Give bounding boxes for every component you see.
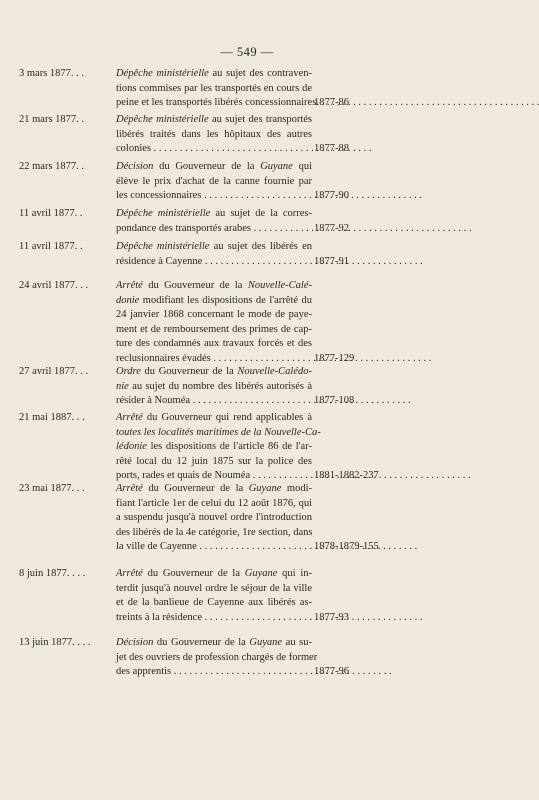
- italic-segment: Guyane: [260, 161, 293, 172]
- italic-segment: Guyane: [249, 637, 283, 648]
- entry-reference: 1877-86: [314, 97, 349, 109]
- entry-reference: 1877-90: [314, 190, 349, 202]
- entry-reference: 1877-96: [314, 666, 349, 678]
- italic-segment: Arrêté: [116, 412, 143, 423]
- italic-segment: Arrêté: [116, 483, 143, 494]
- entry-line: libérés traités dans les hôpitaux des autres: [116, 128, 312, 140]
- italic-segment: Dépêche ministérielle: [116, 68, 209, 79]
- entry-line: treints à la résidence . . .: [116, 611, 312, 626]
- entry-text: [116, 411, 321, 484]
- entry-text: [116, 113, 312, 157]
- italic-segment: Dépêche ministérielle: [116, 241, 210, 252]
- entry-text: [116, 567, 312, 625]
- entry-date: 21 mars 1877. .: [19, 114, 85, 125]
- entry-reference: 1878-1879-155: [314, 541, 379, 553]
- entry-date: 23 mai 1877. . .: [19, 483, 85, 494]
- entry-line: nie au sujet du nombre des libérés autorisés à: [116, 380, 312, 392]
- entry-text: [116, 67, 319, 111]
- entry-line: et de la banlieue de Cayenne aux libérés as-: [116, 597, 312, 609]
- entry-line: Arrêté du Gouverneur de la Guyane qui in-: [116, 568, 312, 579]
- entry-line: résider à Nouméa . . .: [116, 394, 312, 409]
- italic-segment: Guyane: [248, 483, 282, 494]
- entry-reference: 1877-129: [314, 353, 355, 364]
- entry-line: Dépêche ministérielle au sujet des contraven-: [116, 68, 312, 79]
- entry-line: ment et de remboursement des primes de cap-: [116, 323, 312, 335]
- entry-reference: 1877-91: [314, 255, 349, 267]
- entry-line: Dépêche ministérielle au sujet des transportés: [116, 114, 312, 125]
- entry-text: [116, 207, 312, 236]
- entry-line: Dépêche ministérielle au sujet des libérés en: [116, 241, 312, 252]
- italic-segment: nie: [116, 380, 129, 392]
- entry-line: rêté local du 12 juin 1875 sur la police des: [116, 455, 312, 467]
- italic-segment: Décision: [116, 637, 154, 648]
- entry-line: fiant l'article 1er de celui du 12 août 1876, qui: [116, 497, 312, 509]
- italic-segment: toutes les localités maritimes de la: [116, 426, 265, 438]
- italic-segment: Guyane: [244, 568, 278, 579]
- italic-segment: Arrêté: [116, 568, 143, 579]
- entry-date: 8 juin 1877. . . .: [19, 568, 86, 579]
- entry-text: [116, 482, 312, 555]
- italic-segment: Ordre: [116, 366, 141, 377]
- entry-line: lédonie les dispositions de l'article 86 de l'ar-: [116, 441, 312, 453]
- page-number: — 549 —: [220, 45, 274, 59]
- entry-reference: 1881-1882-237: [314, 470, 379, 482]
- italic-segment: Dépêche ministérielle: [116, 114, 209, 125]
- entry-reference: 1877-88: [314, 143, 349, 155]
- italic-segment: Décision: [116, 161, 154, 172]
- entry-line: Décision du Gouverneur de la Guyane au su-: [116, 637, 312, 648]
- entry-text: [116, 240, 312, 269]
- italic-segment: lédonie: [116, 441, 147, 453]
- entry-line: Arrêté du Gouverneur de la Nouvelle-Calé-: [116, 280, 312, 291]
- entry-date: 3 mars 1877. . .: [19, 68, 85, 79]
- entry-line: jet des ouvriers de profession chargés de former: [116, 651, 318, 663]
- entry-line: des libérés de la 4e catégorie, 1re section, dans: [116, 526, 313, 538]
- italic-segment: Nouvelle-Calé-: [247, 280, 312, 291]
- entry-line: ture des condamnés aux travaux forcés et des: [116, 338, 312, 350]
- entry-line: ports, rades et quais de Nouméa . . .: [116, 469, 312, 484]
- entry-text: [116, 365, 312, 409]
- entry-line: la ville de Cayenne . . .: [116, 540, 312, 555]
- entry-text: [116, 160, 312, 204]
- entry-date: 11 avril 1877. .: [19, 241, 83, 252]
- italic-segment: Dépêche ministérielle: [116, 208, 211, 219]
- entry-date: 11 avril 1877. .: [19, 208, 83, 219]
- entry-line: tions commises par les transportés en cours de: [116, 82, 312, 94]
- entry-text: [116, 636, 318, 680]
- entry-reference: 1877-108: [314, 395, 355, 407]
- entry-date: 27 avril 1877. . .: [19, 366, 89, 377]
- entry-line: Arrêté du Gouverneur de la Guyane modi-: [116, 483, 312, 494]
- entry-line: Ordre du Gouverneur de la Nouvelle-Calédo-: [116, 366, 312, 377]
- entry-line: terdit jusqu'à nouvel ordre le séjour de la ville: [116, 582, 312, 594]
- entry-line: Dépêche ministérielle au sujet de la corres-: [116, 208, 312, 219]
- entry-reference: 1877-92: [314, 222, 349, 234]
- entry-line: élève le prix d'achat de la canne fournie par: [116, 175, 312, 187]
- entry-line: peine et les transportés libérés concessionnaires. . . .: [116, 96, 312, 111]
- entry-line: des apprentis . . .: [116, 665, 312, 680]
- entry-line: pondance des transportés arabes . . .: [116, 222, 312, 237]
- entry-line: donie modifiant les dispositions de l'arrêté du: [116, 294, 312, 306]
- entry-line: [116, 426, 321, 441]
- entry-line: a suspendu jusqu'à nouvel ordre l'introduction: [116, 512, 312, 524]
- entry-line: résidence à Cayenne . . .: [116, 255, 312, 270]
- entry-date: 21 mai 1887. . .: [19, 412, 85, 423]
- entry-date: 22 mars 1877. .: [19, 161, 85, 172]
- entry-line: Arrêté du Gouverneur qui rend applicables à: [116, 412, 312, 423]
- italic-segment: Arrêté: [116, 280, 143, 291]
- entry-date: 13 juin 1877. . . .: [19, 637, 91, 648]
- entry-line: Décision du Gouverneur de la Guyane qui: [116, 161, 313, 172]
- entry-line: 24 janvier 1868 concernant le mode de paye-: [116, 309, 312, 321]
- entry-text: [116, 279, 312, 367]
- italic-segment: Nouvelle-Ca-: [264, 426, 321, 438]
- entry-line: les concessionnaires . . .: [116, 189, 312, 204]
- italic-segment: donie: [116, 294, 140, 306]
- entry-line: colonies . . .: [116, 142, 312, 157]
- entry-line: reclusionnaires évadés . . .: [116, 352, 312, 367]
- entry-reference: 1877-93: [314, 611, 349, 623]
- entry-date: 24 avril 1877. . .: [19, 280, 89, 291]
- italic-segment: Nouvelle-Calédo-: [237, 366, 312, 377]
